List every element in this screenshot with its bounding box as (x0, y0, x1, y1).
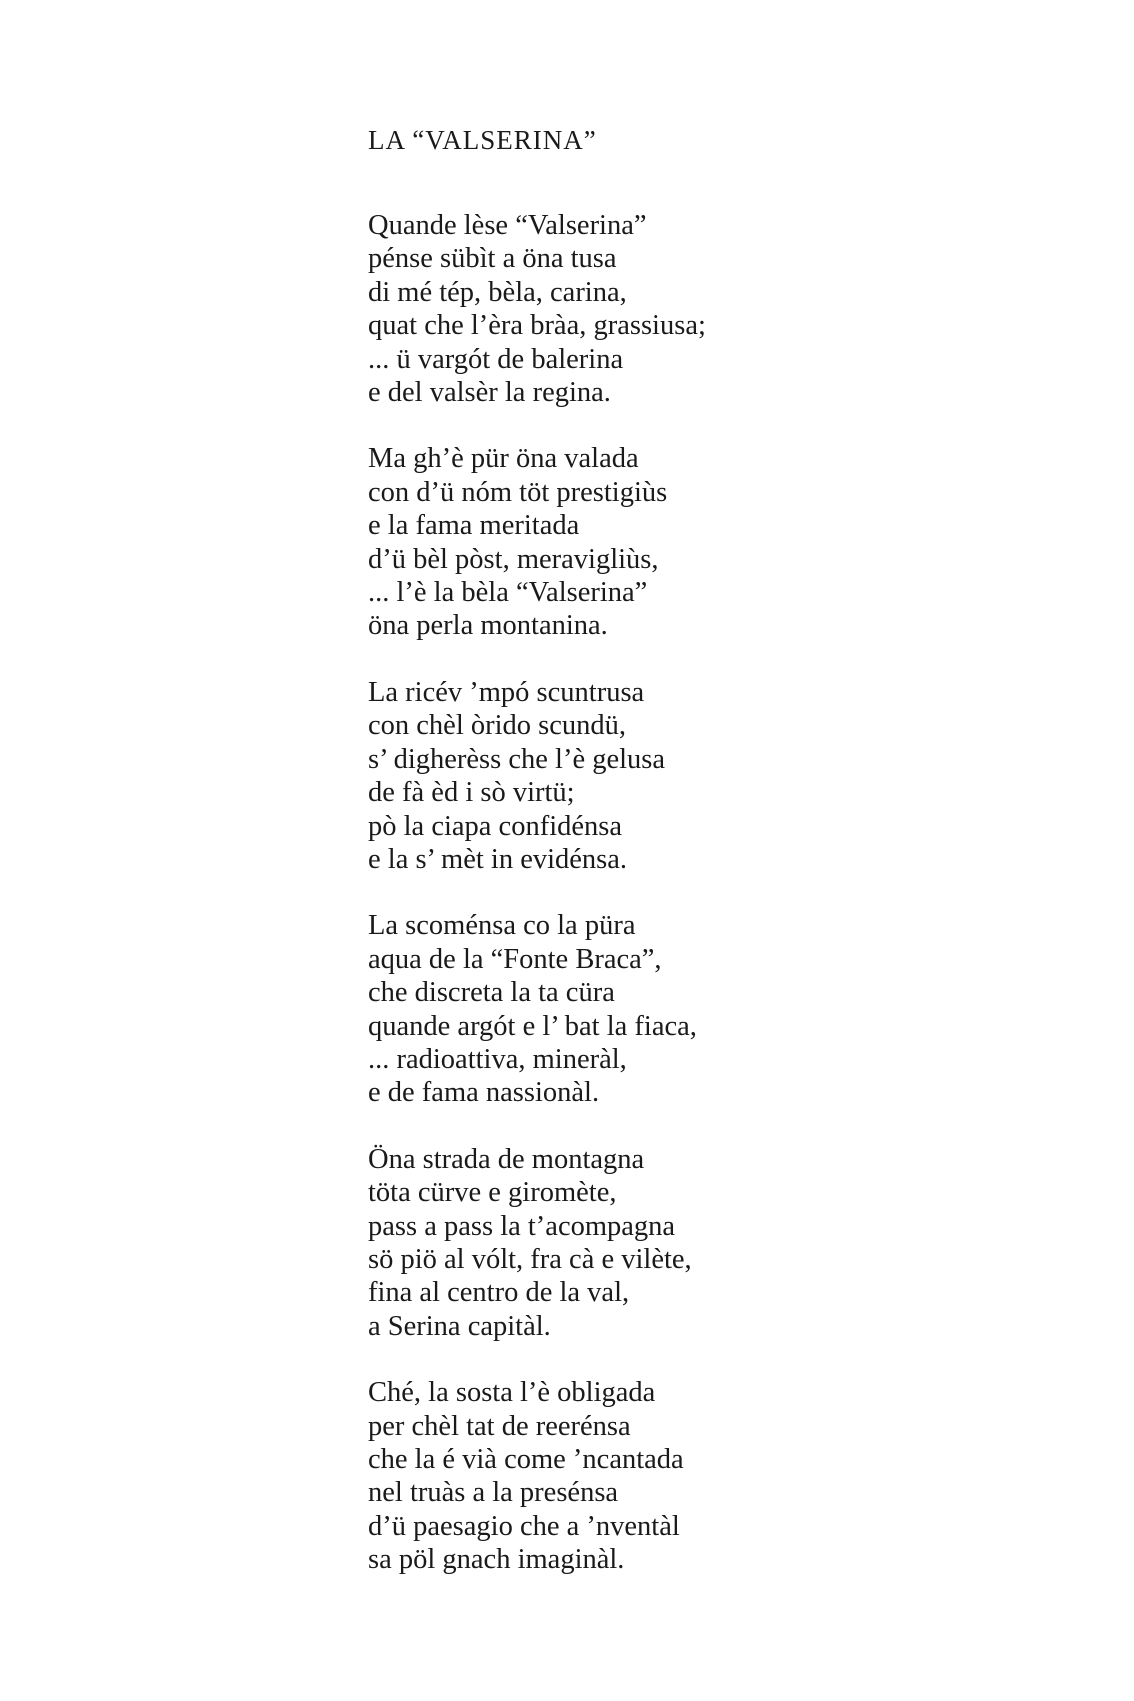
poem-line: che la é vià come ’ncantada (368, 1444, 684, 1475)
stanza-5 (368, 1143, 1088, 1343)
poem-line: di mé tép, bèla, carina, (368, 276, 627, 308)
poem-line: fina al centro de la val, (368, 1277, 630, 1309)
poem-line: quat che l’èra bràa, grassiusa; (368, 310, 706, 342)
poem-line: sö piö al vólt, fra cà e vilète, (368, 1243, 692, 1275)
poem-line: che discreta la ta cüra (368, 977, 615, 1009)
poem-line: sa pöl gnach imaginàl. (368, 1544, 625, 1576)
poem-line: e del valsèr la regina. (368, 377, 611, 409)
stanza-3 (368, 676, 1088, 876)
poem-line: ... l’è la bèla “Valserina” (368, 577, 648, 609)
poem-line: Öna strada de montagna (368, 1143, 645, 1175)
poem-line: ... radioattiva, mineràl, (368, 1043, 627, 1075)
poem-line: Ma gh’è pür öna valada (368, 443, 639, 475)
poem-line: pénse sübìt a öna tusa (368, 243, 617, 275)
poem-line: s’ digherèss che l’è gelusa (368, 743, 666, 775)
poem-line: e la fama meritada (368, 510, 580, 542)
poem-line: de fà èd i sò virtü; (368, 777, 575, 809)
poem-line: nel truàs a la presénsa (368, 1477, 619, 1509)
poem-line: d’ü paesagio che a ’nventàl (368, 1510, 680, 1542)
poem-line: per chèl tat de reerénsa (368, 1410, 631, 1442)
poem-line: La scoménsa co la püra (368, 910, 636, 942)
stanza-6 (368, 1376, 1088, 1576)
poem-line: aqua de la “Fonte Braca”, (368, 943, 662, 975)
stanza-1 (368, 209, 1088, 409)
poem-line: pò la ciapa confidénsa (368, 810, 623, 842)
poem-line: Quande lèse “Valserina” (368, 210, 647, 241)
poem-line: ... ü vargót de balerina (368, 343, 624, 375)
poem-line: d’ü bèl pòst, meravigliùs, (368, 543, 659, 575)
stanza-4 (368, 909, 1088, 1109)
poem-line: e la s’ mèt in evidénsa. (368, 843, 628, 875)
poem-line: pass a pass la t’acompagna (368, 1210, 676, 1242)
stanza-2 (368, 442, 1088, 642)
poem-line: Ché, la sosta l’è obligada (368, 1377, 656, 1409)
poem-line: e de fama nassionàl. (368, 1077, 600, 1109)
poem-line: öna perla montanina. (368, 610, 608, 642)
poem-line: con chèl òrido scundü, (368, 710, 627, 742)
poem-line: a Serina capitàl. (368, 1310, 551, 1342)
poem-line: con d’ü nóm töt prestigiùs (368, 476, 668, 508)
poem-title: LA “VALSERINA” (368, 125, 597, 155)
poem-body (368, 209, 1088, 1610)
poem-line: töta cürve e giromète, (368, 1177, 617, 1209)
poem-line: La ricév ’mpó scuntrusa (368, 676, 645, 708)
poem-line: quande argót e l’ bat la fiaca, (368, 1010, 697, 1042)
